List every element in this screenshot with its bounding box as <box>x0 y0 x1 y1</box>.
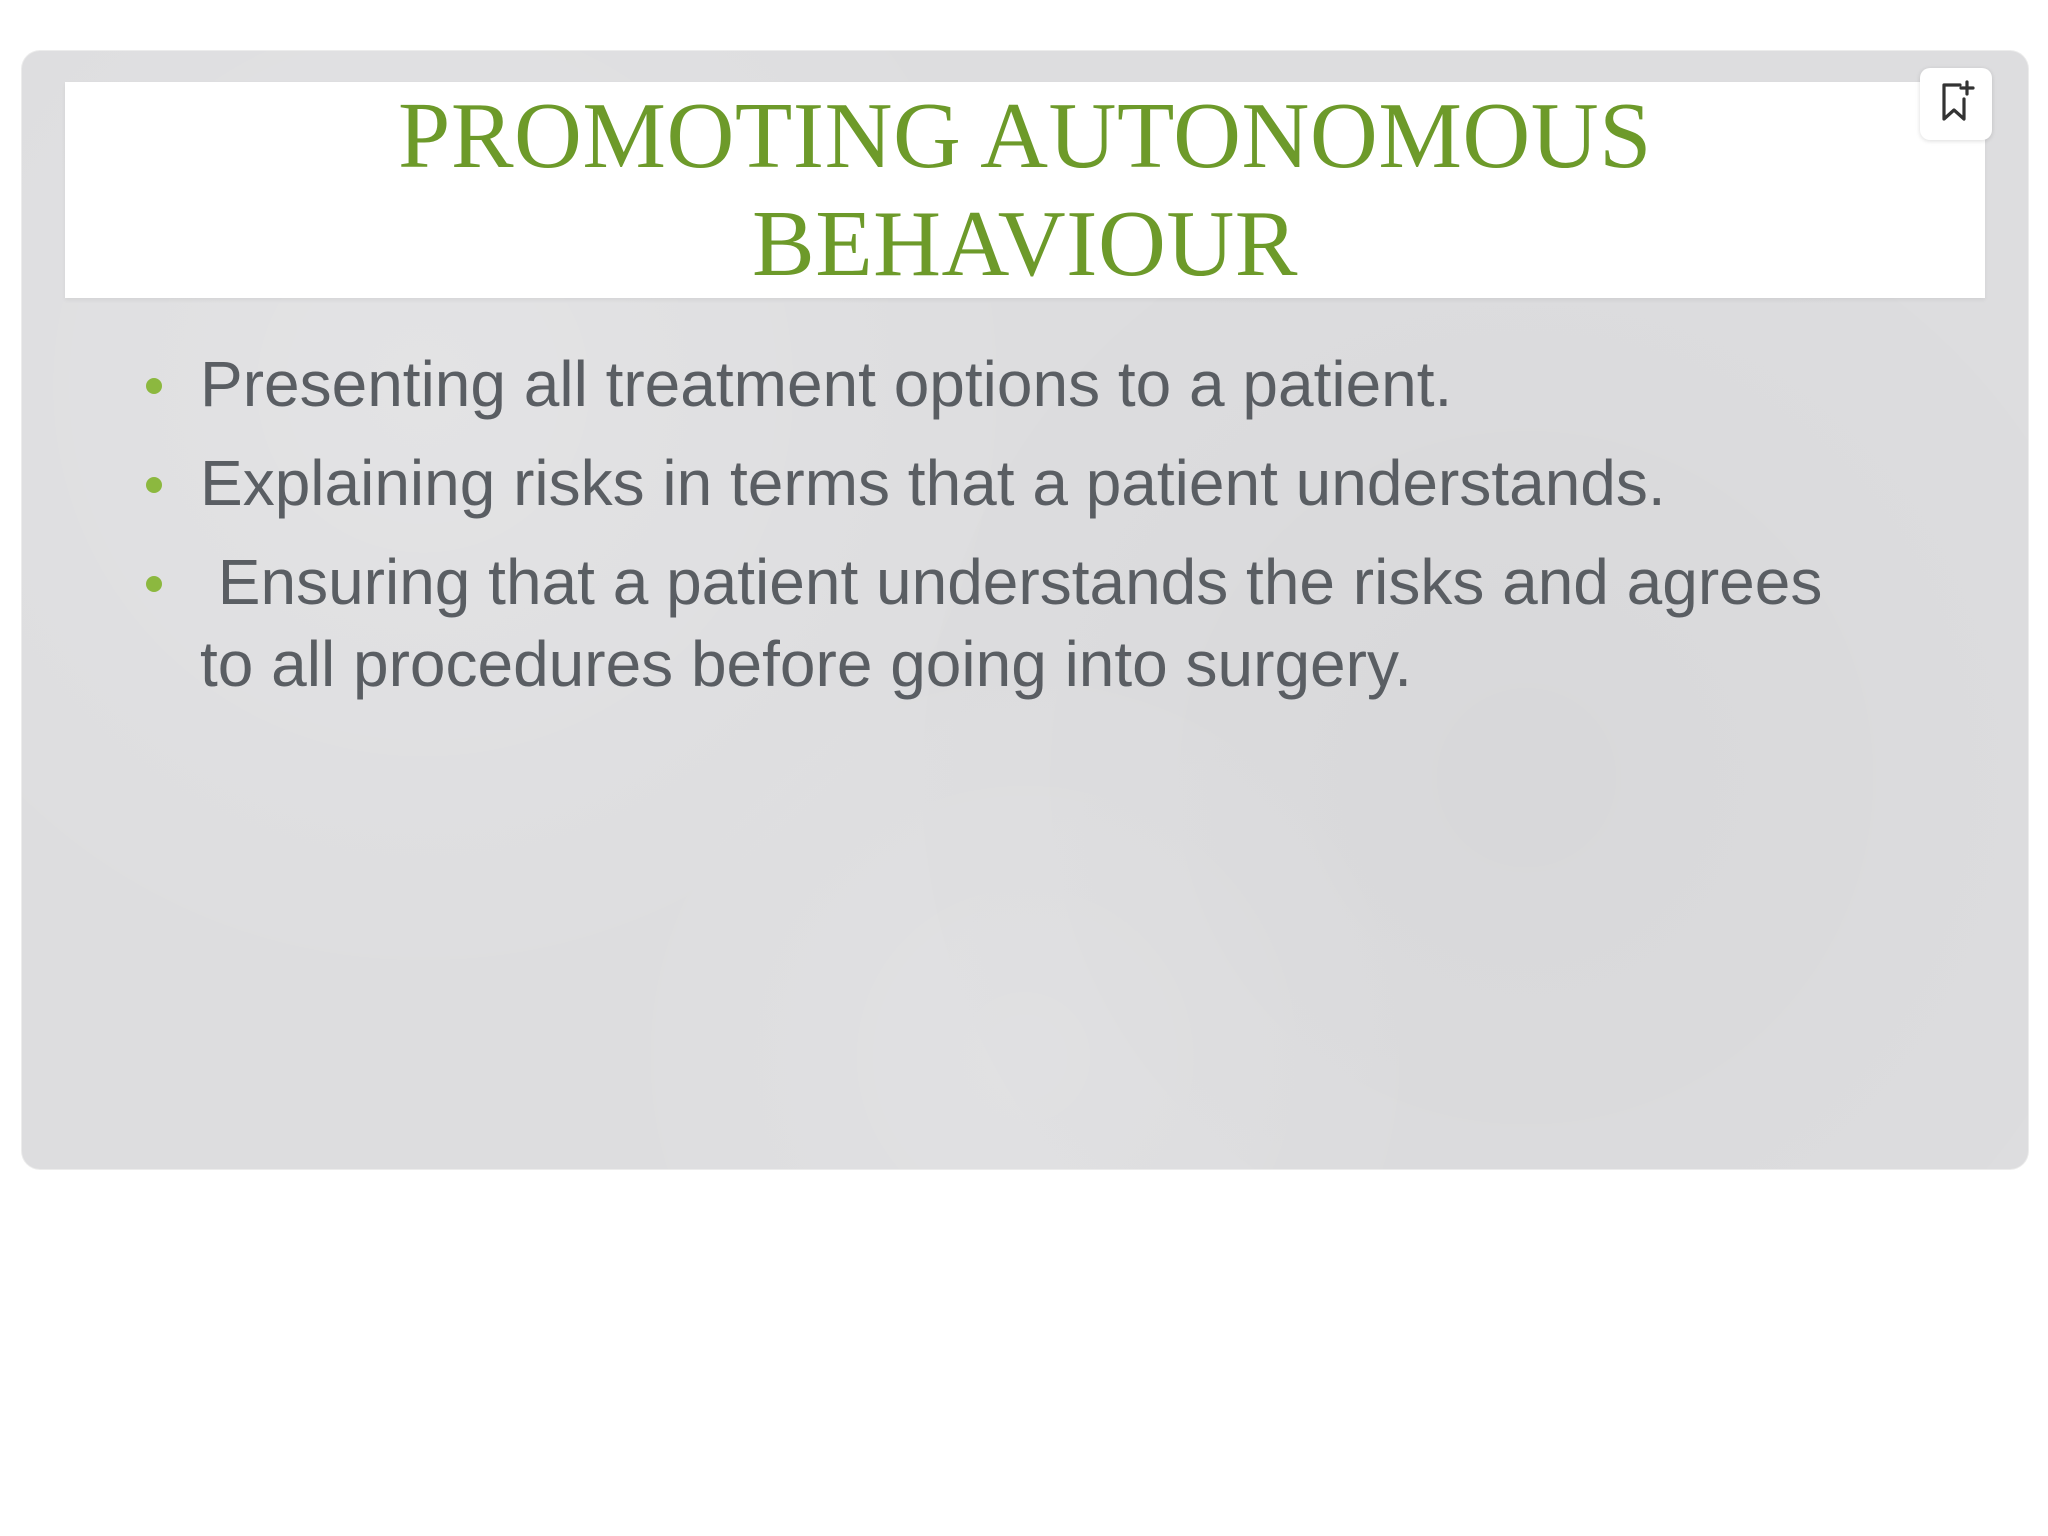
slide-title-box <box>65 82 1985 298</box>
bullet-item <box>146 442 1866 524</box>
bookmark-add-icon <box>1936 79 1976 130</box>
bookmark-button[interactable] <box>1920 68 1992 140</box>
bullet-marker <box>146 378 162 394</box>
bullet-marker <box>146 477 162 493</box>
slide <box>22 51 2028 1169</box>
bullet-text: Presenting all treatment options to a patient. <box>200 348 1453 420</box>
bullet-item <box>146 541 1866 705</box>
slide-title-line-1: PROMOTING AUTONOMOUS <box>398 84 1652 188</box>
slide-title-line-2: BEHAVIOUR <box>752 192 1298 296</box>
bullet-text: Ensuring that a patient understands the risks and agrees to all procedures before going into surgery. <box>200 546 1841 700</box>
bullet-list <box>146 343 1866 722</box>
bullet-item <box>146 343 1866 425</box>
bullet-marker <box>146 576 162 592</box>
bullet-text: Explaining risks in terms that a patient understands. <box>200 447 1666 519</box>
